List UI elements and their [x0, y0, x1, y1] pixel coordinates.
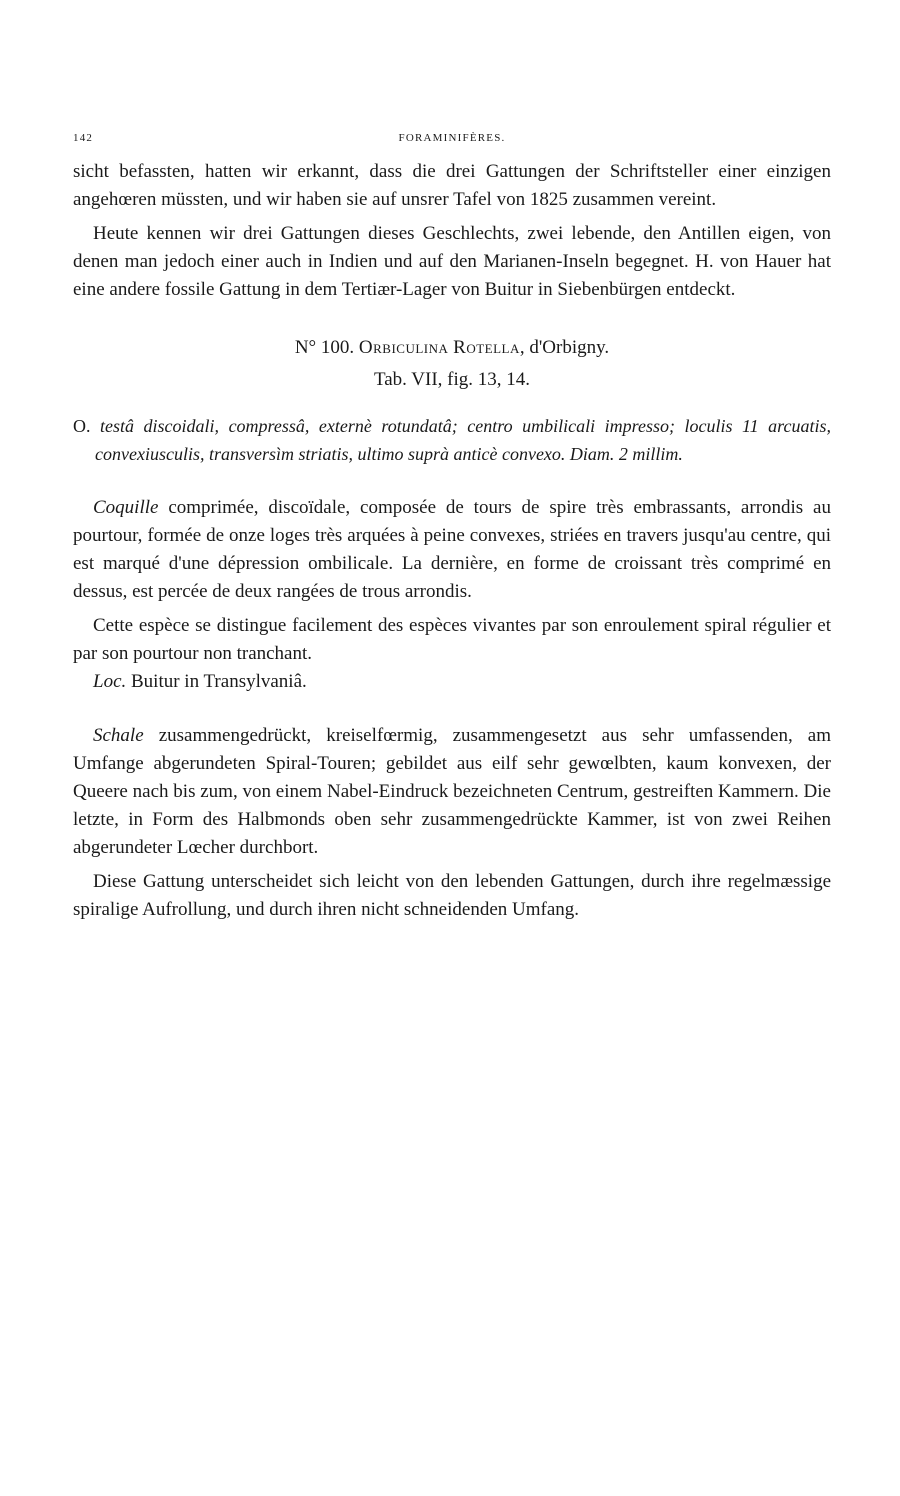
german-comparison-paragraph: Diese Gattung unterscheidet sich leicht von den lebenden Gattungen, durch ihre regelmæssige spiralige Aufrollung, und durch ihren nicht schneidenden Umfang. [73, 871, 831, 920]
locality-label: Loc. [93, 671, 127, 692]
german-lead-word: Schale [93, 725, 144, 746]
locality-text: Buitur in Transylvaniâ. [126, 671, 307, 692]
german-intro-paragraph-2: Heute kennen wir drei Gattungen dieses Geschlechts, zwei lebende, den Antillen eigen, von denen man jedoch einer auch in Indien und auf den Marianen-Inseln begegnet. H. von Hauer hat eine andere fossile Gattung in dem Tertiær-Lager von Buitur in Siebenbürgen entdeckt. [73, 223, 831, 300]
species-genus: Orbiculina [358, 337, 449, 358]
species-heading [73, 332, 831, 396]
species-name: Rotella [453, 337, 520, 358]
species-plate-reference: Tab. VII, fig. 13, 14. [373, 369, 531, 390]
locality-line [73, 668, 831, 696]
page-header [73, 130, 831, 158]
species-title-line [73, 332, 831, 364]
species-number: N° 100. [294, 337, 355, 358]
diagnosis-text: testâ discoidali, compressâ, externè rotundatâ; centro umbilicali impresso; loculis 11 arcuatis, convexiusculis, transversìm striatis, ultimo suprà anticè convexo. Diam. 2 millim. [95, 416, 832, 464]
diagnosis-lead: O. [73, 416, 91, 436]
latin-diagnosis [73, 412, 831, 468]
page-number: 142 [73, 132, 94, 144]
species-author: , d'Orbigny. [519, 337, 610, 358]
french-description-text: comprimée, discoïdale, composée de tours de spire très embrassants, arrondis au pourtour, formée de onze loges très arquées à peine convexes, striées en travers jusqu'au centre, qui est marqué d'une dépression ombilicale. La dernière, en forme de croissant très comprimé en dessus, est percée de deux rangées de trous arrondis. [73, 497, 831, 602]
german-intro-paragraph-1: sicht befassten, hatten wir erkannt, dass die drei Gattungen der Schriftsteller einer einzigen angehœren müssten, und wir haben sie auf unsrer Tafel von 1825 zusammen vereint. [73, 161, 831, 210]
french-lead-word: Coquille [93, 497, 159, 518]
german-description-text: zusammengedrückt, kreiselfœrmig, zusammengesetzt aus sehr umfassenden, am Umfange abgerundeten Spiral-Touren; gebildet aus eilf sehr gewœlbten, kaum konvexen, der Queere nach bis zum, von einem Nabel-Eindruck bezeichneten Centrum, gestreiften Kammern. Die letzte, in Form des Halbmonds oben sehr zusammengedrückte Kammer, ist von zwei Reihen abgerundeter Lœcher durchbort. [73, 725, 831, 858]
french-description-paragraph [73, 494, 831, 606]
french-comparison-paragraph: Cette espèce se distingue facilement des espèces vivantes par son enroulement spiral régulier et par son pourtour non tranchant. [73, 615, 831, 664]
german-description-paragraph [73, 722, 831, 862]
page [73, 130, 831, 924]
running-title: FORAMINIFÈRES. [398, 132, 506, 144]
